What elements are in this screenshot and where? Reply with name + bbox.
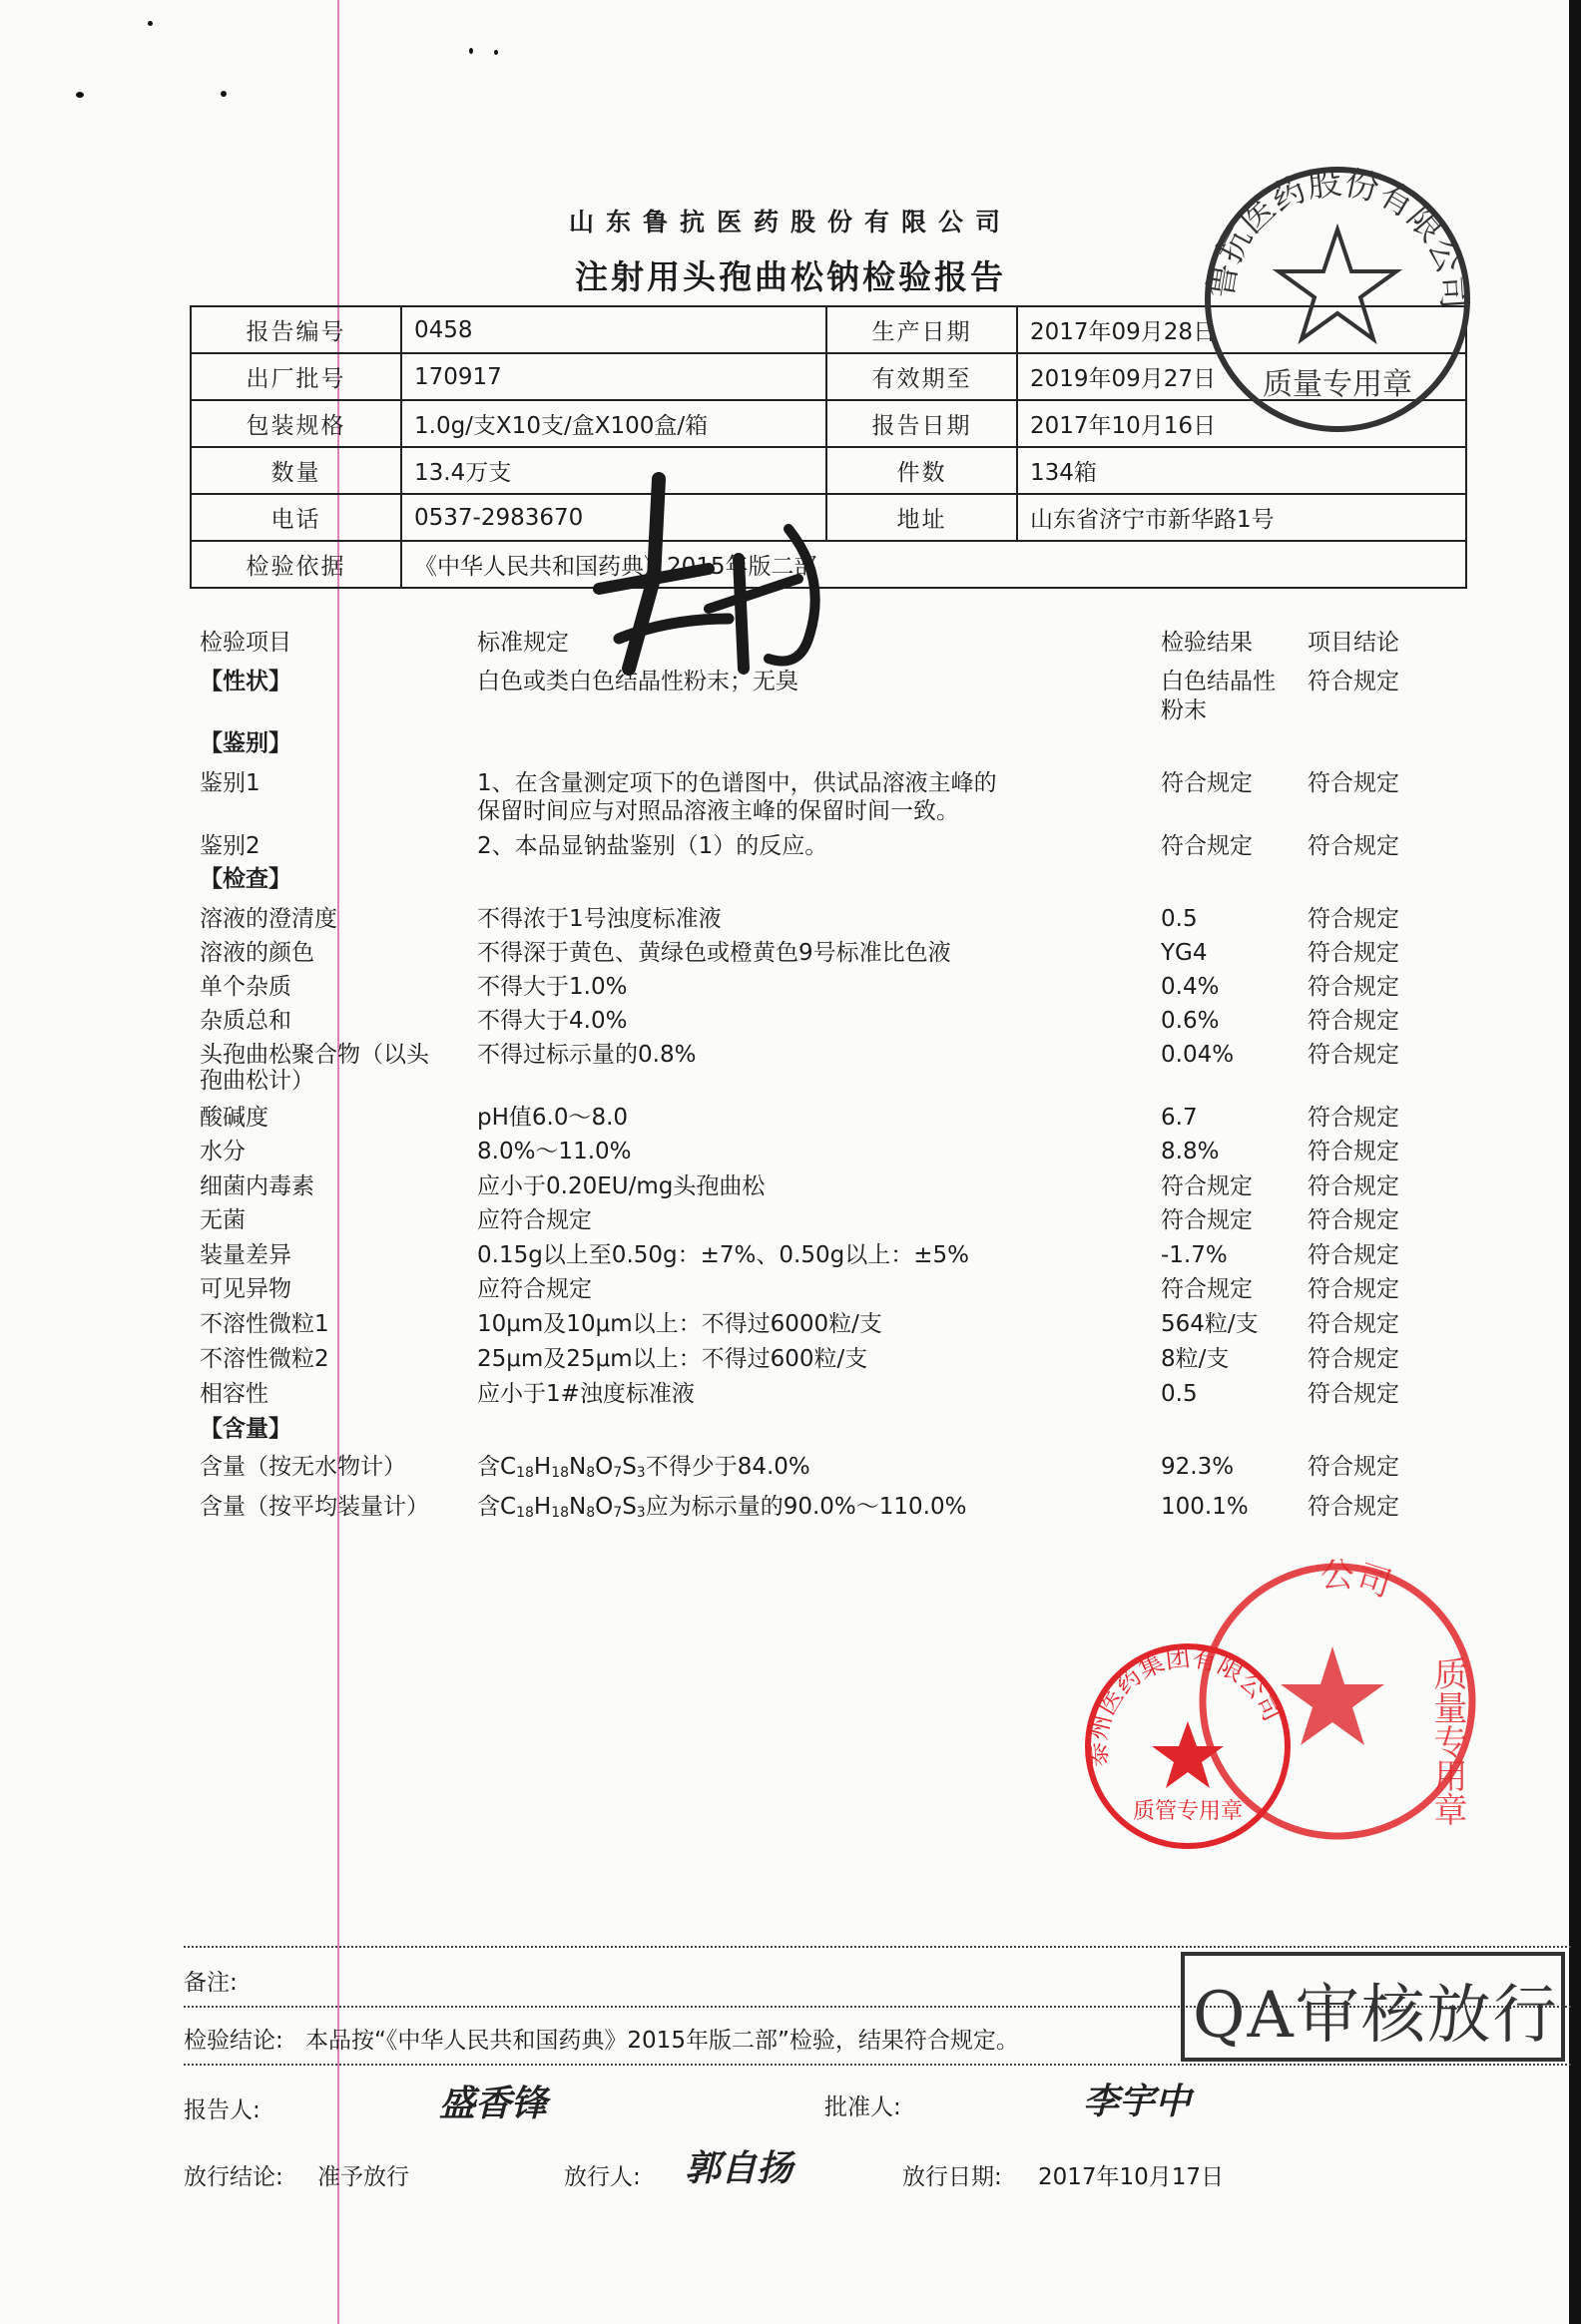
conclusion: 符合规定 (1308, 1494, 1399, 1520)
item: 细菌内毒素 (200, 1173, 314, 1199)
section-identification: 【鉴别】 (200, 730, 291, 756)
result: 100.1% (1161, 1494, 1249, 1520)
item: 孢曲松计） (200, 1068, 314, 1094)
item: 不溶性微粒2 (200, 1346, 329, 1372)
svg-text:质量专用章: 质量专用章 (1263, 367, 1412, 402)
release-date-label: 放行日期: (902, 2164, 1002, 2190)
standard: 2、本品显钠盐鉴别（1）的反应。 (477, 833, 828, 859)
item: 溶液的澄清度 (200, 906, 337, 932)
group-seal-red (1078, 1636, 1298, 1856)
release-text: 准予放行 (317, 2164, 409, 2190)
conclusion: 符合规定 (1308, 1454, 1399, 1480)
scan-speck (148, 21, 153, 26)
batch-label: 出厂批号 (191, 353, 401, 400)
releaser-signature: 郭自扬 (685, 2147, 793, 2189)
result: 6.7 (1161, 1105, 1198, 1131)
standard: 应符合规定 (477, 1276, 592, 1302)
approver-label: 批准人: (824, 2094, 901, 2120)
scan-speck (76, 92, 84, 98)
conclusion-label: 检验结论: (184, 2028, 283, 2054)
company-name: 山东鲁抗医药股份有限公司 (568, 208, 1012, 236)
standard: 不得过标示量的0.8% (477, 1042, 697, 1068)
col-result: 检验结果 (1161, 630, 1253, 656)
standard: 10μm及10μm以上：不得过6000粒/支 (477, 1311, 882, 1337)
conclusion: 符合规定 (1308, 1242, 1399, 1268)
scan-speck (469, 48, 473, 54)
result: 白色结晶性 (1161, 669, 1276, 695)
item: 含量（按无水物计） (200, 1454, 406, 1480)
standard: 0.15g以上至0.50g：±7%、0.50g以上：±5% (477, 1242, 969, 1268)
address: 山东省济宁市新华路1号 (1017, 494, 1466, 541)
release-date: 2017年10月17日 (1038, 2164, 1225, 2190)
standard: 含$C_{18}H_{18}N_8O_7S_3$应为标示量的90.0%～110.0% (477, 1494, 967, 1521)
result: 8.8% (1161, 1139, 1220, 1164)
pack-label: 包装规格 (191, 400, 401, 447)
result: 0.4% (1161, 974, 1220, 1000)
conclusion: 符合规定 (1308, 1276, 1399, 1302)
conclusion: 符合规定 (1308, 669, 1399, 695)
item: 溶液的颜色 (200, 940, 314, 966)
item: 可见异物 (200, 1276, 291, 1302)
result: YG4 (1161, 940, 1208, 966)
dotted-divider (184, 1946, 1571, 1948)
approver-signature: 李宇中 (1083, 2081, 1192, 2122)
report-no: 0458 (401, 306, 826, 353)
result: 粉末 (1161, 697, 1207, 723)
reporter-label: 报告人: (184, 2097, 261, 2123)
conclusion: 符合规定 (1308, 1311, 1399, 1337)
svg-text:质管专用章: 质管专用章 (1132, 1799, 1244, 1824)
standard: 白色或类白色结晶性粉末；无臭 (477, 669, 798, 695)
item: 无菌 (200, 1207, 246, 1233)
result: -1.7% (1161, 1242, 1228, 1268)
basis-label: 检验依据 (191, 541, 401, 588)
batch-no: 170917 (401, 353, 826, 400)
item: 酸碱度 (200, 1105, 268, 1131)
expiry-label: 有效期至 (826, 353, 1017, 400)
standard: 应小于1#浊度标准液 (477, 1381, 695, 1407)
scan-speck (221, 91, 227, 97)
item: 不溶性微粒1 (200, 1311, 329, 1337)
result: 符合规定 (1161, 1276, 1253, 1302)
result: 符合规定 (1161, 833, 1253, 859)
item: 含量（按平均装量计） (200, 1494, 429, 1520)
scan-speck (494, 50, 498, 55)
standard: 25μm及25μm以上：不得过600粒/支 (477, 1346, 868, 1372)
item: 装量差异 (200, 1242, 291, 1268)
conclusion: 符合规定 (1308, 1346, 1399, 1372)
conclusion: 符合规定 (1308, 1139, 1399, 1164)
standard: 8.0%～11.0% (477, 1139, 632, 1164)
col-item: 检验项目 (200, 630, 291, 656)
pieces-label: 件数 (826, 447, 1017, 494)
basis: 《中华人民共和国药典》2015年版二部 (401, 541, 1466, 588)
standard: 不得深于黄色、黄绿色或橙黄色9号标准比色液 (477, 940, 951, 966)
pieces: 134箱 (1017, 447, 1466, 494)
svg-text:公司: 公司 (1319, 1555, 1396, 1606)
section-character: 【性状】 (200, 669, 291, 695)
svg-text:鲁抗医药股份有限公司: 鲁抗医药股份有限公司 (1201, 162, 1474, 311)
release-label: 放行结论: (184, 2164, 283, 2190)
standard: pH值6.0～8.0 (477, 1105, 629, 1131)
standard: 含$C_{18}H_{18}N_8O_7S_3$不得少于84.0% (477, 1454, 810, 1481)
item: 杂质总和 (200, 1008, 291, 1034)
result: 0.6% (1161, 1008, 1220, 1034)
standard: 不得大于4.0% (477, 1008, 628, 1034)
report-no-label: 报告编号 (191, 306, 401, 353)
conclusion: 符合规定 (1308, 1207, 1399, 1233)
result: 8粒/支 (1161, 1346, 1230, 1372)
conclusion: 符合规定 (1308, 1173, 1399, 1199)
result: 92.3% (1161, 1454, 1235, 1480)
item: 相容性 (200, 1381, 268, 1407)
conclusion: 符合规定 (1308, 974, 1399, 1000)
standard: 应符合规定 (477, 1207, 592, 1233)
item: 单个杂质 (200, 974, 291, 1000)
standard: 不得浓于1号浊度标准液 (477, 906, 722, 932)
scan-edge (1569, 0, 1581, 2324)
conclusion: 符合规定 (1308, 1008, 1399, 1034)
dotted-divider (184, 2064, 1571, 2066)
report-date: 2017年10月16日 (1017, 400, 1466, 447)
result: 0.5 (1161, 906, 1198, 932)
conclusion: 符合规定 (1308, 833, 1399, 859)
standard: 1、在含量测定项下的色谱图中，供试品溶液主峰的 (477, 770, 997, 796)
item: 鉴别1 (200, 770, 261, 796)
conclusion: 符合规定 (1308, 940, 1399, 966)
item: 水分 (200, 1139, 246, 1164)
result: 0.5 (1161, 1381, 1198, 1407)
prod-date-label: 生产日期 (826, 306, 1017, 353)
conclusion: 符合规定 (1308, 1042, 1399, 1068)
qa-release-stamp: QA审核放行 (1181, 1952, 1565, 2062)
address-label: 地址 (826, 494, 1017, 541)
company-seal (1193, 150, 1482, 439)
remark-label: 备注: (184, 1970, 238, 1996)
standard: 应小于0.20EU/mg头孢曲松 (477, 1173, 766, 1199)
result: 符合规定 (1161, 1207, 1253, 1233)
qty-label: 数量 (191, 447, 401, 494)
report-title: 注射用头孢曲松钠检验报告 (575, 257, 1006, 296)
section-tests: 【检查】 (200, 866, 291, 892)
standard: 不得大于1.0% (477, 974, 628, 1000)
col-conclusion: 项目结论 (1308, 630, 1399, 656)
prod-date: 2017年09月28日 (1017, 306, 1466, 353)
svg-text:质量专用章: 质量专用章 (1427, 1656, 1467, 1826)
result: 符合规定 (1161, 770, 1253, 796)
phone: 0537-2983670 (401, 494, 826, 541)
col-standard: 标准规定 (477, 630, 569, 656)
pack-spec: 1.0g/支X10支/盒X100盒/箱 (401, 400, 826, 447)
result: 符合规定 (1161, 1173, 1253, 1199)
expiry-date: 2019年09月27日 (1017, 353, 1466, 400)
result: 0.04% (1161, 1042, 1235, 1068)
qty: 13.4万支 (401, 447, 826, 494)
releaser-label: 放行人: (564, 2164, 641, 2190)
section-assay: 【含量】 (200, 1416, 291, 1442)
result: 564粒/支 (1161, 1311, 1259, 1337)
report-date-label: 报告日期 (826, 400, 1017, 447)
conclusion: 符合规定 (1308, 770, 1399, 796)
conclusion: 符合规定 (1308, 1381, 1399, 1407)
item: 鉴别2 (200, 833, 261, 859)
item: 头孢曲松聚合物（以头 (200, 1042, 429, 1068)
reporter-signature: 盛香锋 (439, 2083, 548, 2124)
phone-label: 电话 (191, 494, 401, 541)
conclusion: 符合规定 (1308, 906, 1399, 932)
svg-text:泰州医药集团有限公司: 泰州医药集团有限公司 (1082, 1642, 1288, 1768)
standard: 保留时间应与对照品溶液主峰的保留时间一致。 (477, 798, 959, 824)
conclusion: 符合规定 (1308, 1105, 1399, 1131)
conclusion-text: 本品按“《中华人民共和国药典》2015年版二部”检验，结果符合规定。 (305, 2028, 1019, 2054)
